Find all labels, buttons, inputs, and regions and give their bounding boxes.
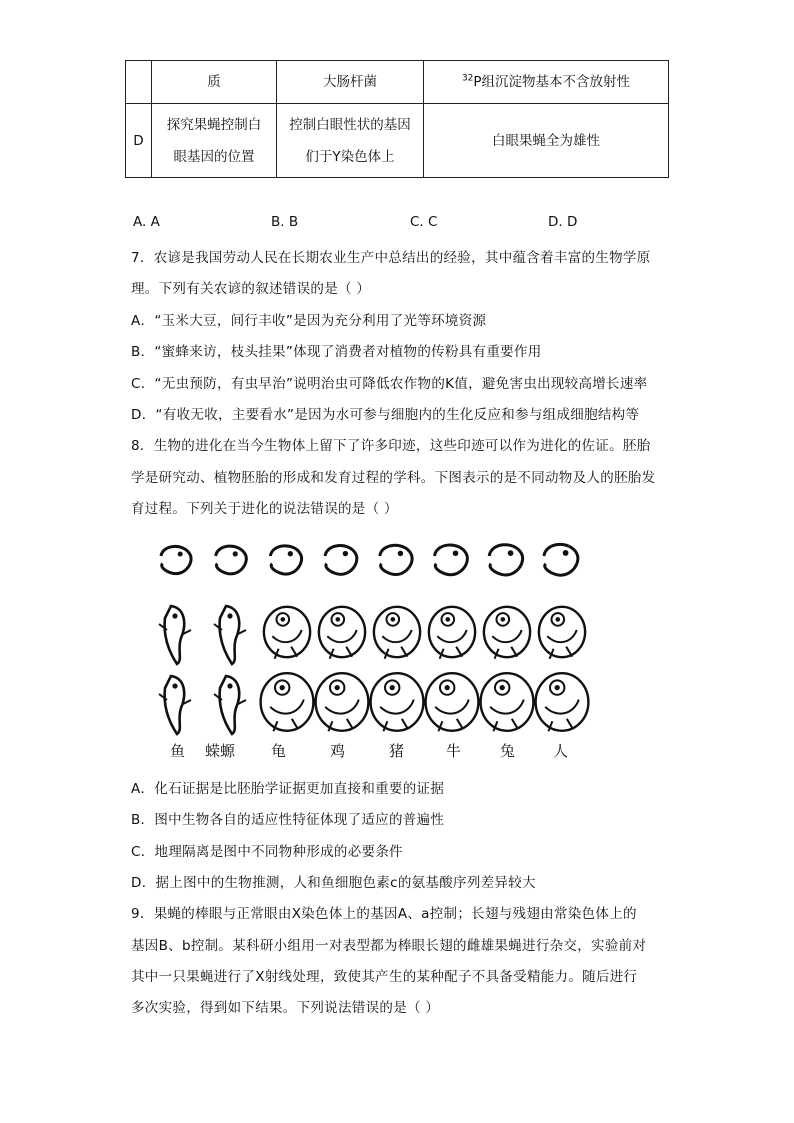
figure-label-fish: 鱼 xyxy=(170,742,186,760)
embryo-cow-stage-2 xyxy=(429,607,475,659)
cell-line: 探究果蝇控制白 xyxy=(166,116,262,133)
q7-option-b[interactable]: B．“蜜蜂来访，枝头挂果”体现了消费者对植物的传粉具有重要作用 xyxy=(131,344,542,360)
embryo-cow-stage-1 xyxy=(435,545,468,575)
q9-stem: 其中一只果蝇进行了X射线处理，致使其产生的某种配子不具备受精能力。随后进行 xyxy=(131,969,638,985)
q7-stem: 7．农谚是我国劳动人民在长期农业生产中总结出的经验，其中蕴含着丰富的生物学原 xyxy=(131,250,651,266)
q8-option-c[interactable]: C．地理隔离是图中不同物种形成的必要条件 xyxy=(131,844,403,860)
table-cell-result: 白眼果蝇全为雄性 xyxy=(424,104,669,178)
embryo-cow-stage-3 xyxy=(426,673,479,731)
figure-label-chicken: 鸡 xyxy=(330,742,346,760)
embryo-pig-stage-2 xyxy=(374,607,420,659)
option-a[interactable]: A. A xyxy=(133,214,160,230)
embryo-rabbit-stage-1 xyxy=(489,545,522,575)
embryo-turtle-stage-1 xyxy=(270,546,301,574)
answer-table xyxy=(125,60,669,178)
embryo-human-stage-1 xyxy=(544,544,578,575)
isotope-superscript: 32 xyxy=(461,73,474,84)
cell-line: 控制白眼性状的基因 xyxy=(289,116,411,133)
q8-option-d[interactable]: D．据上图中的生物推测，人和鱼细胞色素c的氨基酸序列差异较大 xyxy=(131,875,536,891)
table-cell-purpose: 质 xyxy=(152,61,277,104)
cell-line: 眼基因的位置 xyxy=(173,148,255,165)
table-cell-material: 大肠杆菌 xyxy=(277,61,424,104)
figure-label-cow: 牛 xyxy=(446,742,462,760)
table-cell-label xyxy=(126,61,152,104)
embryo-chicken-stage-1 xyxy=(325,546,357,575)
embryo-salamander-stage-2 xyxy=(214,606,246,664)
q7-stem: 理。下列有关农谚的叙述错误的是（ ） xyxy=(131,281,371,297)
table-cell-purpose xyxy=(152,104,277,178)
table-cell-result xyxy=(424,61,669,104)
embryo-chicken-stage-2 xyxy=(319,607,365,659)
embryo-fish-stage-1 xyxy=(161,546,191,573)
embryo-fish-stage-2 xyxy=(159,606,191,664)
embryo-pig-stage-1 xyxy=(380,545,412,574)
embryo-rabbit-stage-3 xyxy=(481,673,534,731)
option-b[interactable]: B. B xyxy=(271,214,299,230)
cell-line: 们于Y染色体上 xyxy=(305,148,395,165)
q8-option-a[interactable]: A．化石证据是比胚胎学证据更加直接和重要的证据 xyxy=(131,781,445,797)
embryo-salamander-stage-1 xyxy=(216,546,247,574)
figure-label-human: 人 xyxy=(553,742,569,760)
embryo-human-stage-2 xyxy=(539,607,585,659)
embryo-fish-stage-3 xyxy=(159,676,191,734)
table-row xyxy=(126,104,669,178)
figure-label-turtle: 龟 xyxy=(271,742,287,760)
result-text: P组沉淀物基本不含放射性 xyxy=(473,74,631,90)
q8-option-b[interactable]: B．图中生物各自的适应性特征体现了适应的普遍性 xyxy=(131,812,445,828)
q8-stem: 育过程。下列关于进化的说法错误的是（ ） xyxy=(131,501,398,517)
embryo-turtle-stage-2 xyxy=(264,607,310,659)
table-cell-material xyxy=(277,104,424,178)
figure-label-pig: 猪 xyxy=(389,742,405,760)
q7-option-d[interactable]: D．“有收无收，主要看水”是因为水可参与细胞内的生化反应和参与组成细胞结构等 xyxy=(131,407,640,423)
embryo-turtle-stage-3 xyxy=(261,673,314,731)
embryo-salamander-stage-3 xyxy=(214,676,246,734)
figure-label-rabbit: 兔 xyxy=(500,742,516,760)
figure-label-salamander: 蝾螈 xyxy=(205,742,236,760)
embryo-illustration xyxy=(150,528,590,740)
q9-stem: 基因B、b控制。某科研小组用一对表型都为棒眼长翅的雌雄果蝇进行杂交，实验前对 xyxy=(131,938,647,954)
option-c[interactable]: C. C xyxy=(410,214,438,230)
q7-option-a[interactable]: A．“玉米大豆，间行丰收”是因为充分利用了光等环境资源 xyxy=(131,313,487,329)
table-cell-label: D xyxy=(126,104,152,178)
table-row xyxy=(126,61,669,104)
embryo-figure xyxy=(150,528,590,740)
q9-stem: 多次实验，得到如下结果。下列说法错误的是（ ） xyxy=(131,1000,440,1016)
embryo-chicken-stage-3 xyxy=(316,673,369,731)
embryo-rabbit-stage-2 xyxy=(484,607,530,659)
embryo-human-stage-3 xyxy=(536,673,589,731)
q8-stem: 学是研究动、植物胚胎的形成和发育过程的学科。下图表示的是不同动物及人的胚胎发 xyxy=(131,470,656,486)
option-d[interactable]: D. D xyxy=(548,214,578,230)
q7-option-c[interactable]: C．“无虫预防，有虫早治”说明治虫可降低农作物的K值，避免害虫出现较高增长速率 xyxy=(131,376,648,392)
q9-stem: 9．果蝇的棒眼与正常眼由X染色体上的基因A、a控制；长翅与残翅由常染色体上的 xyxy=(131,906,637,922)
q8-stem: 8．生物的进化在当今生物体上留下了许多印迹，这些印迹可以作为进化的佐证。胚胎 xyxy=(131,438,651,454)
embryo-pig-stage-3 xyxy=(371,673,424,731)
